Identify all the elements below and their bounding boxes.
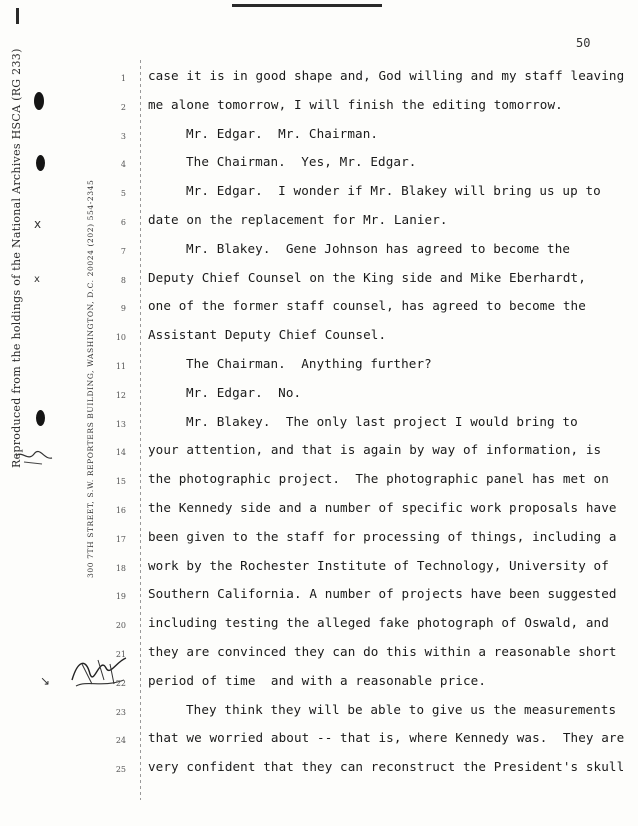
line-number: 8 xyxy=(120,275,126,285)
line-number: 18 xyxy=(115,563,126,573)
line-number: 16 xyxy=(115,506,126,515)
line-number: 7 xyxy=(120,246,126,256)
transcript-line: period of time and with a reasonable price. xyxy=(148,672,487,688)
transcript-line: The Chairman. Anything further? xyxy=(186,356,432,371)
handwritten-mark xyxy=(14,446,54,468)
transcript-line: Southern California. A number of projects have been suggested xyxy=(148,586,617,602)
line-number: 4 xyxy=(120,160,126,170)
reporter-strip: 300 7TH STREET, S.W. REPORTERS BUILDING, WASHINGTON, D.C. 20024 (202) 554-2345 xyxy=(86,180,95,579)
line-number: 13 xyxy=(115,419,126,429)
transcript-line: work by the Rochester Institute of Technology, University of xyxy=(148,557,609,573)
transcript-line: Mr. Blakey. The only last project I would bring to xyxy=(186,413,578,429)
margin-mark: x xyxy=(34,274,40,285)
transcript-line: Assistant Deputy Chief Counsel. xyxy=(148,327,387,343)
line-number: 1 xyxy=(120,74,126,83)
line-number: 11 xyxy=(115,362,126,371)
line-number: 23 xyxy=(115,707,126,717)
line-number: 14 xyxy=(115,448,126,458)
line-number: 25 xyxy=(115,765,126,775)
transcript-line: your attention, and that is again by way of information, is xyxy=(148,442,602,458)
line-number: 17 xyxy=(115,534,126,544)
transcript-line: Mr. Edgar. Mr. Chairman. xyxy=(186,125,379,141)
margin-rule xyxy=(140,60,141,800)
line-number: 5 xyxy=(120,189,126,199)
line-number-column xyxy=(110,0,132,826)
transcript-line: Mr. Edgar. I wonder if Mr. Blakey will bring us up to xyxy=(186,183,601,199)
corner-mark xyxy=(16,8,19,24)
line-number: 19 xyxy=(115,592,126,602)
archive-stamp: Reproduced from the holdings of the National Archives HSCA (RG 233) xyxy=(10,48,23,468)
line-number: 22 xyxy=(115,678,126,688)
margin-mark: x xyxy=(34,217,42,231)
hole-punch xyxy=(34,92,44,110)
line-number: 24 xyxy=(115,736,126,746)
transcript-line: very confident that they can reconstruct the President's skull xyxy=(148,759,625,775)
line-number: 2 xyxy=(120,102,126,112)
transcript-line: one of the former staff counsel, has agreed to become the xyxy=(148,298,586,314)
transcript-line: Deputy Chief Counsel on the King side and Mike Eberhardt, xyxy=(148,269,586,285)
transcript-line: they are convinced they can do this within a reasonable short xyxy=(148,644,617,659)
page-number: 50 xyxy=(576,36,591,50)
hole-punch xyxy=(36,155,45,171)
line-number: 9 xyxy=(120,304,126,314)
transcript-line: the Kennedy side and a number of specific work proposals have xyxy=(148,500,617,515)
transcript-line: including testing the alleged fake photograph of Oswald, and xyxy=(148,615,609,631)
transcript-line: me alone tomorrow, I will finish the editing tomorrow. xyxy=(148,96,563,112)
hole-punch xyxy=(36,410,45,426)
line-number: 21 xyxy=(115,650,126,659)
transcript-line: case it is in good shape and, God willing and my staff leaving xyxy=(148,68,625,83)
transcript-line: date on the replacement for Mr. Lanier. xyxy=(148,212,448,227)
transcript-line: Mr. Edgar. No. xyxy=(186,384,302,400)
line-number: 3 xyxy=(120,131,126,141)
transcript-line: been given to the staff for processing of things, including a xyxy=(148,528,617,544)
transcript-line: They think they will be able to give us the measurements xyxy=(186,701,617,717)
transcript-line: the photographic project. The photographic panel has met on xyxy=(148,471,609,487)
transcript-line: Mr. Blakey. Gene Johnson has agreed to become the xyxy=(186,240,571,256)
line-number: 15 xyxy=(115,477,126,487)
margin-tick: ↘ xyxy=(40,674,51,688)
transcript-line: The Chairman. Yes, Mr. Edgar. xyxy=(186,154,417,170)
line-number: 12 xyxy=(115,390,126,400)
top-rule xyxy=(232,4,382,7)
line-number: 6 xyxy=(120,218,126,227)
line-number: 10 xyxy=(115,333,126,343)
transcript-line: that we worried about -- that is, where Kennedy was. They are xyxy=(148,730,625,746)
line-number: 20 xyxy=(115,621,126,631)
